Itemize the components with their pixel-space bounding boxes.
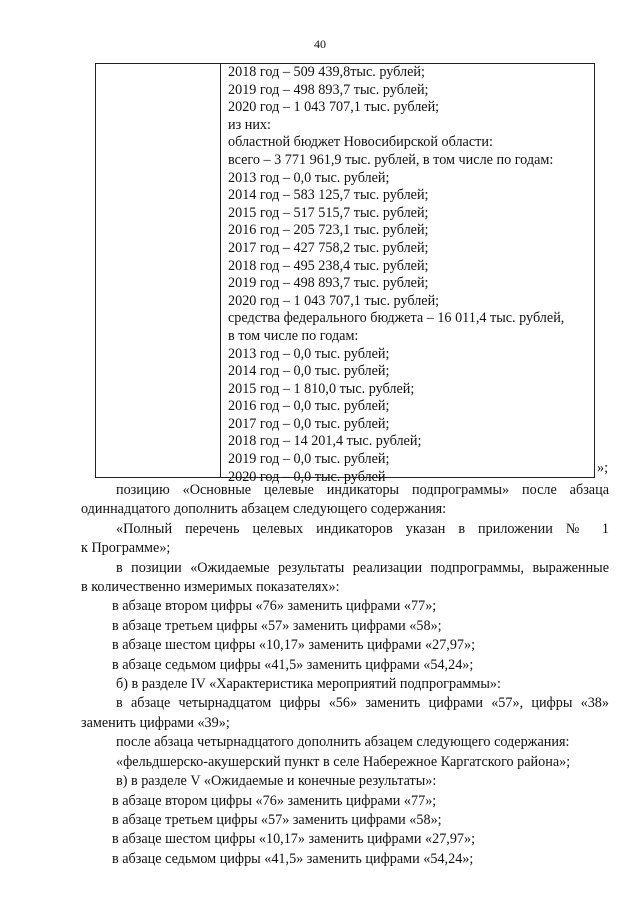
table-line: 2015 год – 517 515,7 тыс. рублей; (228, 204, 429, 221)
paragraph-line: в) в разделе V «Ожидаемые и конечные результаты»: (116, 773, 437, 790)
table-line: 2013 год – 0,0 тыс. рублей; (228, 345, 390, 362)
paragraph-line: после абзаца четырнадцатого дополнить абзацем следующего содержания: (116, 734, 570, 751)
paragraph-line: в абзаце втором цифры «76» заменить цифрами «77»; (112, 792, 437, 809)
paragraph-line: заменить цифрами «39»; (81, 714, 230, 731)
table-line: 2018 год – 14 201,4 тыс. рублей; (228, 433, 422, 450)
table-closing-quote: »; (597, 460, 609, 476)
table-line: 2019 год – 0,0 тыс. рублей; (228, 451, 390, 468)
paragraph-line: к Программе»; (81, 540, 171, 557)
paragraph-line: в позиции «Ожидаемые результаты реализации подпрограммы, выраженные (116, 559, 609, 576)
table-line: 2020 год – 0,0 тыс. рублей (228, 468, 386, 485)
paragraph-line: в абзаце шестом цифры «10,17» заменить цифрами «27,97»; (112, 637, 476, 654)
paragraph-line: в абзаце третьем цифры «57» заменить цифрами «58»; (112, 617, 442, 634)
paragraph-line: в абзаце третьем цифры «57» заменить цифрами «58»; (112, 811, 442, 828)
table-right-cell (228, 64, 590, 486)
table-line: в том числе по годам: (228, 327, 359, 344)
table-line: 2016 год – 205 723,1 тыс. рублей; (228, 222, 429, 239)
table-column-divider (220, 63, 221, 478)
table-line: 2020 год – 1 043 707,1 тыс. рублей; (228, 292, 440, 309)
paragraph-line: в абзаце седьмом цифры «41,5» заменить цифрами «54,24»; (112, 656, 474, 673)
table-line: всего – 3 771 961,9 тыс. рублей, в том числе по годам: (228, 151, 554, 168)
table-line: 2015 год – 1 810,0 тыс. рублей; (228, 380, 415, 397)
table-line: 2013 год – 0,0 тыс. рублей; (228, 169, 390, 186)
paragraph-line: в количественно измеримых показателях»: (81, 579, 340, 596)
body-text (81, 481, 609, 869)
paragraph-line: «фельдшерско-акушерский пункт в селе Набережное Каргатского района»; (116, 753, 571, 770)
paragraph-line: позицию «Основные целевые индикаторы подпрограммы» после абзаца (116, 482, 609, 498)
table-line: средства федерального бюджета – 16 011,4 тыс. рублей, (228, 310, 565, 327)
table-line: 2018 год – 495 238,4 тыс. рублей; (228, 257, 429, 274)
table-line: 2019 год – 498 893,7 тыс. рублей; (228, 81, 429, 98)
paragraph-line: в абзаце втором цифры «76» заменить цифрами «77»; (112, 598, 437, 615)
paragraph-line: б) в разделе IV «Характеристика мероприятий подпрограммы»: (116, 676, 501, 693)
page-number: 40 (314, 37, 326, 51)
table-line: 2014 год – 0,0 тыс. рублей; (228, 363, 390, 380)
table-line: 2017 год – 427 758,2 тыс. рублей; (228, 239, 429, 256)
table-line: 2020 год – 1 043 707,1 тыс. рублей; (228, 99, 440, 116)
paragraph-line: в абзаце четырнадцатом цифры «56» заменить цифрами «57», цифры «38» (116, 695, 609, 712)
table-line: из них: (228, 116, 271, 133)
table-line: 2018 год – 509 439,8тыс. рублей; (228, 64, 425, 80)
table-line: 2016 год – 0,0 тыс. рублей; (228, 398, 390, 415)
paragraph-line: в абзаце шестом цифры «10,17» заменить цифрами «27,97»; (112, 831, 476, 848)
table-line: 2019 год – 498 893,7 тыс. рублей; (228, 275, 429, 292)
paragraph-line: в абзаце седьмом цифры «41,5» заменить цифрами «54,24»; (112, 850, 474, 867)
paragraph-line: одиннадцатого дополнить абзацем следующего содержания: (81, 501, 447, 518)
paragraph-line: «Полный перечень целевых индикаторов указан в приложении № 1 (116, 520, 609, 537)
table-line: областной бюджет Новосибирской области: (228, 134, 493, 151)
table-line: 2017 год – 0,0 тыс. рублей; (228, 415, 390, 432)
table-line: 2014 год – 583 125,7 тыс. рублей; (228, 187, 429, 204)
